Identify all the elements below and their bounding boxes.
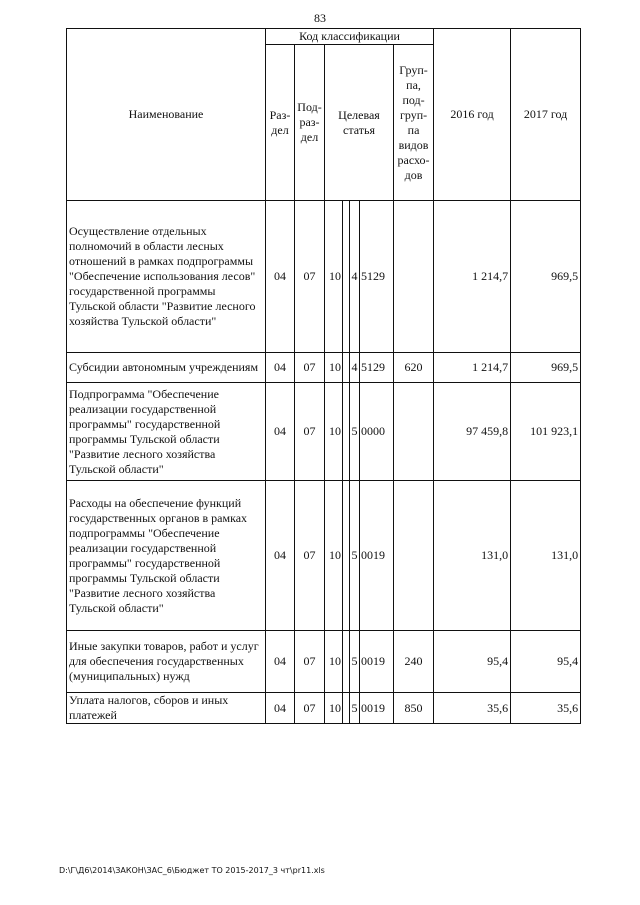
cs1-cell: 10 (325, 481, 343, 631)
header-razdel: Раз- дел (266, 45, 295, 201)
podrazdel-cell: 07 (295, 383, 325, 481)
budget-table (66, 28, 581, 724)
page-number: 83 (314, 11, 326, 25)
vid-cell (394, 201, 434, 353)
y2016-cell: 1 214,7 (434, 201, 511, 353)
cs3-cell: 4 (350, 353, 360, 383)
cs3-cell: 5 (350, 693, 360, 724)
cs2-cell (343, 383, 350, 481)
vid-cell (394, 383, 434, 481)
name-cell: Субсидии автономным учреждениям (67, 353, 266, 383)
vid-cell (394, 481, 434, 631)
cs1-cell: 10 (325, 353, 343, 383)
cs2-cell (343, 693, 350, 724)
name-cell: Расходы на обеспечение функций государственных органов в рамках подпрограммы "Обеспечение реализации государственной программы" государственной программы Тульской области "Развитие лесного хозяйства Тульской области" (67, 481, 266, 631)
file-path-footer: D:\Г\Д6\2014\ЗАКОН\ЗАС_6\Бюджет ТО 2015-2017_3 чт\pr11.xls (59, 866, 325, 875)
name-cell: Осуществление отдельных полномочий в области лесных отношений в рамках подпрограммы "Обеспечение использования лесов" государственной программы Тульской области "Развитие лесного хозяйства Тульской области" (67, 201, 266, 353)
razdel-cell: 04 (266, 693, 295, 724)
y2016-cell: 1 214,7 (434, 353, 511, 383)
cs3-cell: 5 (350, 481, 360, 631)
cs2-cell (343, 201, 350, 353)
header-celevaya: Целевая статья (325, 45, 394, 201)
podrazdel-cell: 07 (295, 353, 325, 383)
header-code: Код классификации (266, 29, 434, 45)
cs1-cell: 10 (325, 631, 343, 693)
razdel-cell: 04 (266, 631, 295, 693)
header-name: Наименование (67, 29, 266, 201)
cs4-cell: 5129 (360, 353, 394, 383)
cs4-cell: 0019 (360, 693, 394, 724)
header-2016: 2016 год (434, 29, 511, 201)
table-row (67, 353, 581, 383)
cs3-cell: 5 (350, 631, 360, 693)
cs3-cell: 4 (350, 201, 360, 353)
table-row (67, 631, 581, 693)
cs2-cell (343, 481, 350, 631)
table-row (67, 693, 581, 724)
razdel-cell: 04 (266, 481, 295, 631)
podrazdel-cell: 07 (295, 481, 325, 631)
y2016-cell: 97 459,8 (434, 383, 511, 481)
table-row (67, 383, 581, 481)
vid-cell: 850 (394, 693, 434, 724)
table-row (67, 201, 581, 353)
name-cell: Уплата налогов, сборов и иных платежей (67, 693, 266, 724)
razdel-cell: 04 (266, 353, 295, 383)
cs2-cell (343, 353, 350, 383)
cs4-cell: 0019 (360, 631, 394, 693)
table-row (67, 481, 581, 631)
cs1-cell: 10 (325, 383, 343, 481)
y2017-cell: 95,4 (511, 631, 581, 693)
y2017-cell: 969,5 (511, 353, 581, 383)
cs4-cell: 0000 (360, 383, 394, 481)
y2017-cell: 35,6 (511, 693, 581, 724)
cs1-cell: 10 (325, 201, 343, 353)
podrazdel-cell: 07 (295, 693, 325, 724)
podrazdel-cell: 07 (295, 631, 325, 693)
vid-cell: 620 (394, 353, 434, 383)
cs3-cell: 5 (350, 383, 360, 481)
header-podrazdel: Под- раз- дел (295, 45, 325, 201)
razdel-cell: 04 (266, 383, 295, 481)
cs4-cell: 5129 (360, 201, 394, 353)
name-cell: Подпрограмма "Обеспечение реализации государственной программы" государственной программы Тульской области "Развитие лесного хозяйства Тульской области" (67, 383, 266, 481)
cs1-cell: 10 (325, 693, 343, 724)
cs4-cell: 0019 (360, 481, 394, 631)
podrazdel-cell: 07 (295, 201, 325, 353)
name-cell: Иные закупки товаров, работ и услуг для обеспечения государственных (муниципальных) нужд (67, 631, 266, 693)
y2017-cell: 131,0 (511, 481, 581, 631)
vid-cell: 240 (394, 631, 434, 693)
y2016-cell: 35,6 (434, 693, 511, 724)
y2017-cell: 969,5 (511, 201, 581, 353)
header-gruppa: Груп- па, под- груп- па видов расхо- дов (394, 45, 434, 201)
y2016-cell: 131,0 (434, 481, 511, 631)
y2017-cell: 101 923,1 (511, 383, 581, 481)
header-row-1 (67, 29, 581, 45)
cs2-cell (343, 631, 350, 693)
y2016-cell: 95,4 (434, 631, 511, 693)
header-2017: 2017 год (511, 29, 581, 201)
razdel-cell: 04 (266, 201, 295, 353)
